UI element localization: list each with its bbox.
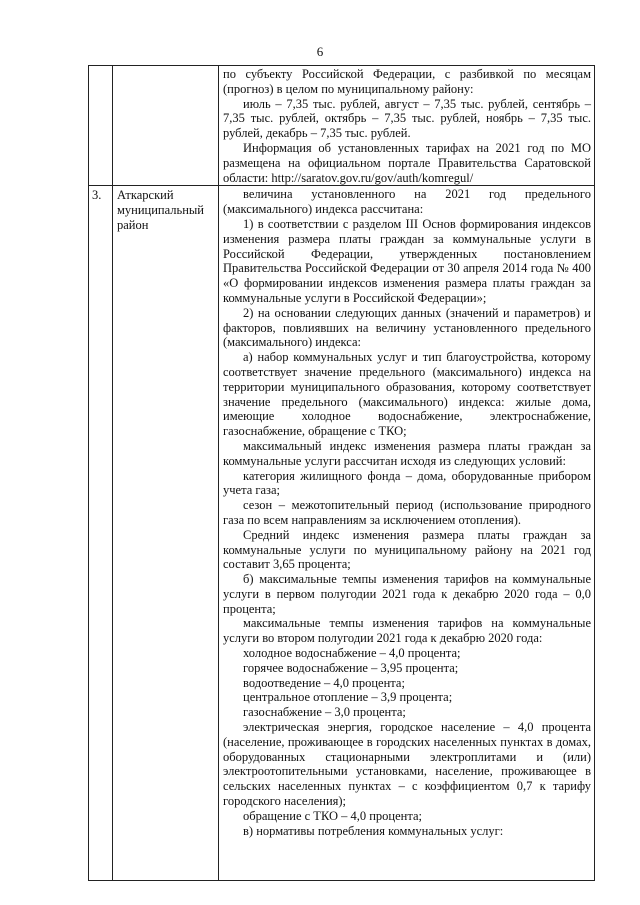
- municipality-name-cell: [113, 66, 219, 186]
- paragraph: Информация об установленных тарифах на 2021 год по МО размещена на официальном портале Правительства Саратовской области: http://saratov.gov.ru/gov/auth/komregul/: [223, 140, 591, 185]
- paragraph: величина установленного на 2021 год предельного (максимального) индекса рассчитана:: [223, 187, 591, 217]
- municipality-name-line: Аткарский: [117, 188, 174, 203]
- row-number-cell: [89, 66, 113, 186]
- paragraph: сезон – межотопительный период (использование природного газа по всем направлениям за исключением отопления).: [223, 498, 591, 527]
- paragraph: максимальные темпы изменения тарифов на коммунальные услуги во втором полугодии 2021 года к декабрю 2020 года:: [223, 616, 591, 646]
- paragraph: Средний индекс изменения размера платы граждан за коммунальные услуги по муниципальному району на 2021 год составит 3,65 процента;: [223, 527, 591, 572]
- tariff-table: [88, 65, 595, 881]
- paragraph: категория жилищного фонда – дома, оборудованные прибором учета газа;: [223, 468, 591, 498]
- table-row: [89, 66, 595, 186]
- description-cell: [219, 186, 595, 881]
- municipality-name-line: муниципальный: [117, 203, 204, 218]
- paragraph: центральное отопление – 3,9 процента;: [243, 690, 453, 705]
- paragraph: газоснабжение – 3,0 процента;: [243, 705, 406, 720]
- description-cell: [219, 66, 595, 186]
- paragraph: водоотведение – 4,0 процента;: [243, 675, 405, 690]
- paragraph: б) максимальные темпы изменения тарифов на коммунальные услуги в первом полугодии 2021 года к декабрю 2020 года – 0,0 процента;: [223, 572, 591, 616]
- paragraph: в) нормативы потребления коммунальных услуг:: [243, 823, 504, 838]
- paragraph: июль – 7,35 тыс. рублей, август – 7,35 тыс. рублей, сентябрь – 7,35 тыс. рублей, октябрь – 7,35 тыс. рублей, ноябрь – 7,35 тыс. рублей, декабрь – 7,35 тыс. рублей.: [223, 96, 591, 141]
- paragraph: максимальный индекс изменения размера платы граждан за коммунальные услуги рассчитан исходя из следующих условий:: [223, 438, 591, 468]
- table-row: [89, 186, 595, 881]
- paragraph: 2) на основании следующих данных (значений и параметров) и факторов, повлиявших на величину установленного предельного (максимального) индекса:: [223, 305, 591, 350]
- paragraph: горячее водоснабжение – 3,95 процента;: [243, 660, 459, 675]
- table-body: [89, 66, 595, 881]
- paragraph: электрическая энергия, городское население – 4,0 процента (население, проживающее в городских населенных пунктах в домах, оборудованных стационарными электроплитами и (или) электроотопительными установками, население, проживающее в сельских населенных пунктах – с коэффициентом 0,7 к тарифу городского населения);: [223, 720, 591, 809]
- municipality-name-line: район: [117, 218, 149, 233]
- paragraph: а) набор коммунальных услуг и тип благоустройства, которому соответствует значение предельного (максимального) индекса на территории муниципального образования, которому соответствует значение предельного (максимального) индекса: жилые дома, имеющие холодное водоснабжение, электроснабжение, газоснабжение, обращение с ТКО;: [223, 350, 591, 439]
- municipality-name-cell: [113, 186, 219, 881]
- paragraph: по субъекту Российской Федерации, с разбивкой по месяцам (прогноз) в целом по муниципальному району:: [223, 67, 591, 96]
- paragraph: 1) в соответствии с разделом III Основ формирования индексов изменения размера платы граждан за коммунальные услуги в Российской Федерации, утвержденных постановлением Правительства Российской Федерации от 30 апреля 2014 года № 400 «О формировании индексов изменения размера платы граждан за коммунальные услуги в Российской Федерации»;: [223, 216, 591, 305]
- paragraph: обращение с ТКО – 4,0 процента;: [243, 808, 422, 823]
- paragraph: холодное водоснабжение – 4,0 процента;: [243, 646, 461, 661]
- row-number-cell: 3.: [89, 186, 113, 881]
- page-number: 6: [316, 44, 324, 59]
